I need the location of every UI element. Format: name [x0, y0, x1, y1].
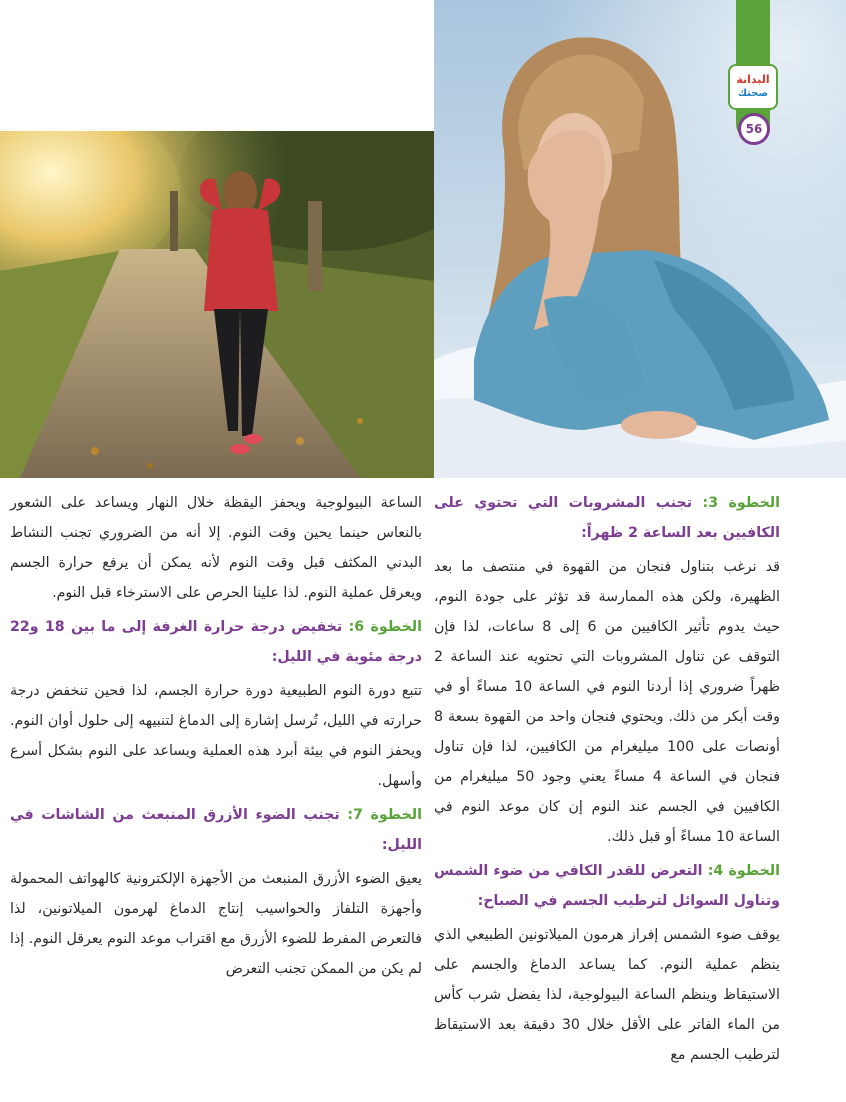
step3-label: الخطوة 3: — [702, 495, 780, 511]
step6-paragraph: تتبع دورة النوم الطبيعية دورة حرارة الجسم، لذا فحين تنخفض درجة حرارته في الليل، تُرسل إشارة إلى الدماغ لتنبيهه إلى حلول أوان النوم. ويحفز النوم في بيئة أبرد هذه العملية ويساعد على النوم بشكل أسرع وأسهل. — [10, 683, 422, 789]
woman-walking-road-photo — [0, 131, 434, 478]
step7-title: تجنب الضوء الأزرق المنبعث من الشاشات في الليل: — [10, 807, 422, 853]
step3-heading — [434, 488, 780, 548]
step6-heading — [10, 612, 422, 672]
step7-heading — [10, 800, 422, 860]
step4-label: الخطوة 4: — [707, 863, 780, 879]
step6-title: تخفيض درجة حرارة الغرفة إلى ما بين 18 و22 درجة مئوية في الليل: — [10, 619, 422, 665]
step3-title: تجنب المشروبات التي تحتوي على الكافيين بعد الساعة 2 ظهراً: — [434, 495, 780, 541]
right-text-column — [434, 488, 780, 1074]
magazine-logo — [728, 64, 778, 110]
step7-paragraph: يعيق الضوء الأزرق المنبعث من الأجهزة الإلكترونية كالهواتف المحمولة وأجهزة التلفاز والحواسيب إنتاج الدماغ لهرمون الميلاتونين، لذا فالتعرض المفرط للضوء الأزرق مع اقتراب موعد النوم يعرقل النوم. إذا لم يكن من الممكن تجنب التعرض — [10, 871, 422, 977]
woman-holding-head-photo — [434, 0, 846, 478]
step4-paragraph: يوقف ضوء الشمس إفراز هرمون الميلاتونين الطبيعي الذي ينظم عملية النوم. كما يساعد الدماغ والجسم على الاستيقاظ وينظم الساعة البيولوجية، لذا يفضل شرب كأس من الماء الفاتر على الأقل خلال 30 دقيقة بعد الاستيقاظ لترطيب الجسم مع — [434, 927, 780, 1063]
step7-label: الخطوة 7: — [347, 807, 422, 823]
left-text-column — [10, 488, 422, 988]
intro-paragraph: الساعة البيولوجية ويحفز اليقظة خلال النهار ويساعد على الشعور بالنعاس حينما يحين وقت النوم. إلا أنه من الضروري تجنب النشاط البدني المكثف قبل وقت النوم لأنه يمكن أن يرفع حرارة الجسم ويعرقل عملية النوم. لذا علينا الحرص على الاسترخاء قبل النوم. — [10, 495, 422, 601]
step4-heading — [434, 856, 780, 916]
step6-label: الخطوة 6: — [348, 619, 422, 635]
logo-subtitle: صحتك — [737, 88, 769, 99]
step3-paragraph: قد نرغب بتناول فنجان من القهوة في منتصف ما بعد الظهيرة، ولكن هذه الممارسة قد تؤثر على جودة النوم، حيث يدوم تأثير الكافيين من 6 إلى 8 ساعات، لذا فإن التوقف عن تناول المشروبات التي تحتويه عند الساعة 2 ظهراً ضروري إذا أردنا النوم في الساعة 10 مساءً أو في وقت أبكر من ذلك. ويحتوي فنجان واحد من القهوة بسعة 8 أونصات على 100 ميليغرام من الكافيين، لذا فإن تناول فنجان في الساعة 4 مساءً يعني وجود 50 ميليغرام من الكافيين في الجسم عند النوم إن كان موعد النوم في الساعة 10 مساءً أو قبل ذلك. — [434, 559, 781, 845]
logo-title: البدانة — [736, 73, 770, 86]
page-number: 56 — [738, 113, 770, 145]
step4-title: التعرض للقدر الكافي من ضوء الشمس وتناول السوائل لترطيب الجسم في الصباح: — [434, 863, 780, 909]
